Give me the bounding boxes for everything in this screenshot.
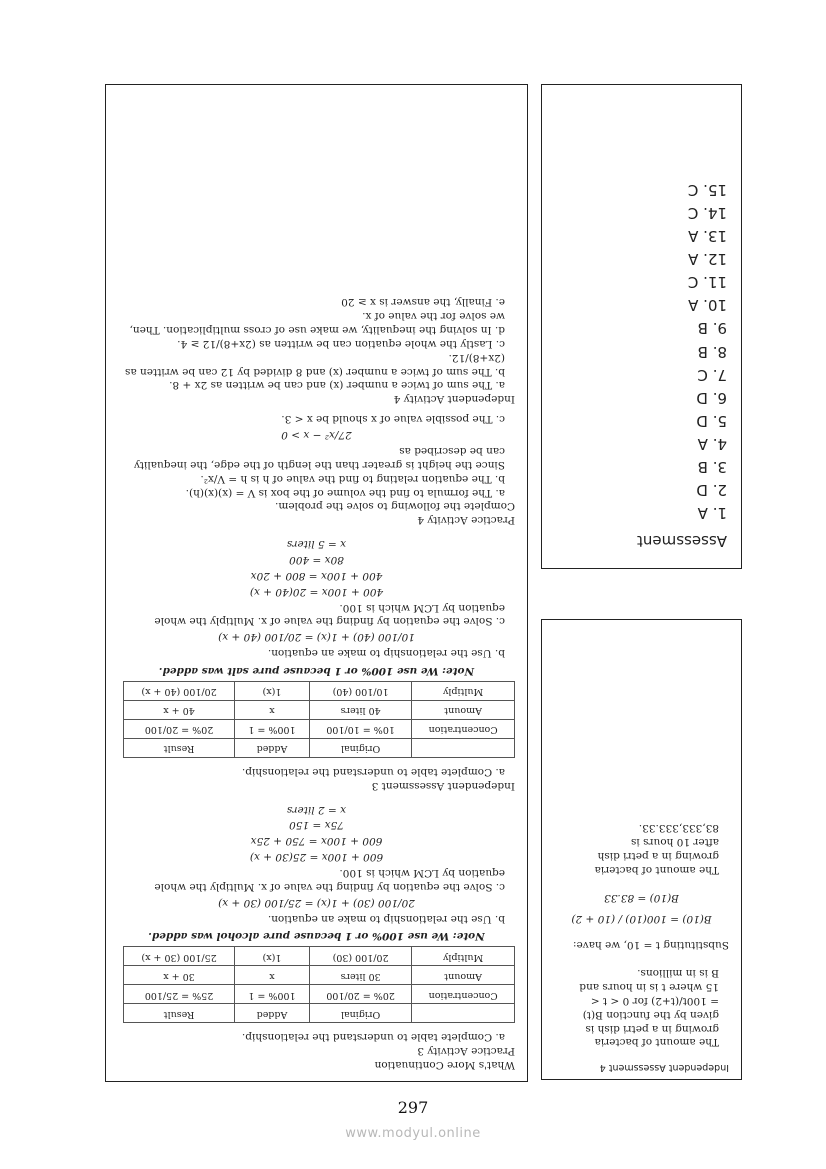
- answer-item: 9. B: [697, 319, 727, 338]
- practice-3-equation: 20/100 (30) + 1(x) = 25/100 (30 + x): [218, 896, 415, 909]
- bacteria-conclusion: The amount of bacteria growing in a petri dish after 10 hours is 83,333,333.33.: [594, 822, 719, 876]
- table-row: Multiply 10/100 (40) 1(x) 20/100 (40 + x): [124, 681, 515, 700]
- bacteria-problem-text: The amount of bacteria growing in a petri dish is given by the function B(t) = 100t/(t+2) for 0 < t < 15 where t is in hours and B is in millions.: [579, 967, 719, 1049]
- independent-assessment-4-title: Independent Assessment 4: [599, 1062, 729, 1073]
- independent-4-step-d: d. In solving the inequality, we make use of cross multiplication. Then, we solve for the value of x.: [129, 310, 505, 337]
- table-row: Amount 30 liters x 30 + x: [124, 966, 515, 985]
- answer-item: 15. C: [687, 180, 727, 199]
- independent-4-step-a: a. The sum of twice a number (x) and can be written as 2x + 8.: [169, 379, 505, 392]
- independent-assessment-3-heading: Independent Assessment 3: [371, 779, 515, 792]
- bacteria-equation: B(10) = 100(10) / (10 + 2): [571, 913, 712, 926]
- independent-3-step-b: b. Use the relationship to make an equation.: [267, 647, 505, 660]
- independent-4-step-b: b. The sum of twice a number (x) and 8 divided by 12 can be written as (2x+8)/12.: [125, 351, 505, 378]
- practice-4-inequality: 27/x² − x > 0: [281, 429, 352, 442]
- practice-3-solution-step: 600 + 100x = 25(30 + x): [249, 851, 384, 864]
- independent-assessment-4-content: [542, 620, 741, 1079]
- practice-3-step-b: b. Use the relationship to make an equation.: [267, 912, 505, 925]
- solutions-box: [105, 84, 528, 1082]
- practice-3-step-c: c. Solve the equation by finding the value of x. Multiply the whole equation by LCM which is 100.: [154, 866, 505, 893]
- solutions-box-content: [106, 85, 527, 1081]
- answer-item: 10. A: [688, 296, 727, 315]
- substitution-text: Substituting t = 10, we have:: [573, 939, 729, 952]
- answer-item: 12. A: [688, 250, 727, 269]
- practice-4-step-c: c. The possible value of x should be x < 3.: [281, 413, 505, 426]
- table-row: Original Added Result: [124, 738, 515, 757]
- practice-activity-4-heading: Practice Activity 4: [417, 514, 515, 527]
- answer-item: 4. A: [697, 434, 727, 453]
- independent-3-solution-step: 400 + 100x = 20(40 + x): [249, 585, 384, 598]
- independent-4-step-c: c. Lastly the whole equation can be written as (2x+8)/12 ≥ 4.: [177, 337, 505, 350]
- practice-activity-3-heading: Practice Activity 3: [417, 1045, 515, 1058]
- answer-item: 7. C: [697, 365, 727, 384]
- answer-item: 2. D: [696, 481, 727, 500]
- independent-3-solution-step: x = 5 liters: [287, 538, 346, 551]
- practice-4-since: Since the height is greater than the length of the edge, the inequality can be described as: [133, 444, 505, 471]
- table-row: Amount 40 liters x 40 + x: [124, 700, 515, 719]
- watermark-text: www.modyul.online: [345, 1126, 481, 1141]
- answer-list: [556, 178, 727, 524]
- answer-item: 14. C: [687, 203, 727, 222]
- independent-assessment-4-box: [541, 619, 742, 1080]
- practice-3-note: Note: We use 100% or 1 because pure alcohol was added.: [148, 930, 485, 943]
- answer-item: 3. B: [697, 458, 727, 477]
- practice-3-solution-step: 75x = 150: [289, 819, 344, 832]
- page-number: 297: [397, 1098, 429, 1117]
- practice-4-step-b: b. The equation relating to find the value of h is h = V/x².: [200, 472, 505, 485]
- answer-item: 6. D: [696, 388, 727, 407]
- bacteria-result: B(10) = 83.33: [604, 891, 679, 904]
- independent-3-solution-step: 400 + 100x = 800 + 20x: [250, 569, 383, 582]
- practice-4-step-a: a. The formula to find the volume of the box is V = (x)(x)(h).: [185, 486, 505, 499]
- independent-3-equation: 10/100 (40) + 1(x) = 20/100 (40 + x): [218, 631, 415, 644]
- answer-item: 8. B: [697, 342, 727, 361]
- answer-item: 1. A: [697, 504, 727, 523]
- table-row: Concentration 10% = 10/100 100% = 1 20% = 20/100: [124, 719, 515, 738]
- table-row: Multiply 20/100 (30) 1(x) 25/100 (30 + x): [124, 947, 515, 966]
- independent-3-solution-step: 80x = 400: [289, 553, 344, 566]
- answer-item: 13. A: [688, 227, 727, 246]
- answer-item: 5. D: [696, 411, 727, 430]
- practice-3-step-a: a. Complete table to understand the relationship.: [241, 1031, 505, 1044]
- answer-item: 11. C: [687, 273, 727, 292]
- assessment-answers-box: [541, 84, 742, 569]
- practice-4-intro: Complete the following to solve the problem.: [275, 500, 515, 513]
- practice-3-table: [123, 946, 515, 1023]
- independent-3-step-c: c. Solve the equation by finding the value of x. Multiply the whole equation by LCM which is 100.: [154, 601, 505, 628]
- practice-3-solution-step: 600 + 100x = 750 + 25x: [250, 835, 383, 848]
- practice-3-solution-step: x = 2 liters: [287, 803, 346, 816]
- independent-3-note: Note: We use 100% or 1 because pure salt was added.: [158, 664, 475, 677]
- table-row: Concentration 20% = 20/100 100% = 1 25% = 25/100: [124, 985, 515, 1004]
- independent-4-step-e: e. Finally, the answer is x ≥ 20: [341, 296, 505, 309]
- table-row: Original Added Result: [124, 1004, 515, 1023]
- section-title: What's More Continuation: [374, 1059, 515, 1071]
- independent-activity-4-heading: Independent Activity 4: [393, 393, 515, 406]
- assessment-title: Assessment: [637, 532, 727, 550]
- assessment-answers-content: [542, 85, 741, 568]
- independent-3-step-a: a. Complete table to understand the relationship.: [241, 765, 505, 778]
- independent-3-table: [123, 681, 515, 758]
